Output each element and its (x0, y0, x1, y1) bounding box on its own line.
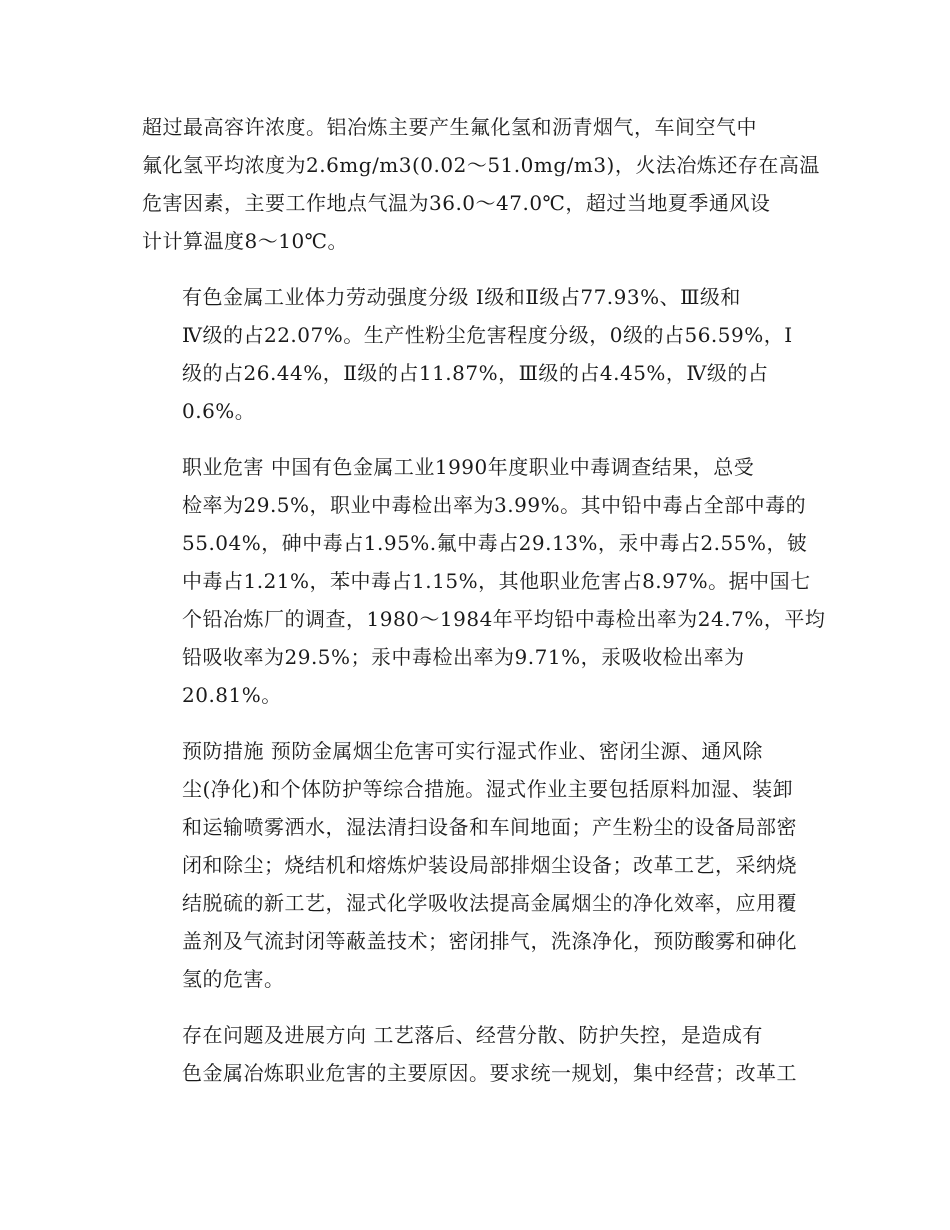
paragraph-line: 盖剂及气流封闭等蔽盖技术；密闭排气，洗涤净化，预防酸雾和砷化 (182, 929, 797, 953)
paragraph-line: 预防措施 预防金属烟尘危害可实行湿式作业、密闭尘源、通风除 (182, 739, 763, 763)
paragraph-occupational-hazards (142, 448, 826, 714)
paragraph-line: 个铅冶炼厂的调查，1980～1984年平均铅中毒检出率为24.7%，平均 (182, 607, 826, 631)
paragraph-line: 和运输喷雾洒水，湿法清扫设备和车间地面；产生粉尘的设备局部密 (182, 815, 797, 839)
paragraph-line: Ⅳ级的占22.07%。生产性粉尘危害程度分级，0级的占56.59%，Ⅰ (182, 323, 793, 347)
paragraph-line: 铅吸收率为29.5%；汞中毒检出率为9.71%，汞吸收检出率为 (182, 645, 745, 669)
paragraph-line: 氟化氢平均浓度为2.6mg/m3(0.02～51.0mg/m3)，火法冶炼还存在高温 (142, 153, 820, 177)
paragraph-line: 结脱硫的新工艺，湿式化学吸收法提高金属烟尘的净化效率，应用覆 (182, 891, 797, 915)
paragraph-line: 职业危害 中国有色金属工业1990年度职业中毒调查结果，总受 (182, 455, 755, 479)
paragraph-line: 有色金属工业体力劳动强度分级 Ⅰ级和Ⅱ级占77.93%、Ⅲ级和 (182, 285, 741, 309)
paragraph-line: 20.81%。 (182, 683, 282, 707)
paragraph-intro-continuation (142, 108, 820, 260)
paragraph-line: 色金属冶炼职业危害的主要原因。要求统一规划，集中经营；改革工 (182, 1061, 797, 1085)
paragraph-line: 级的占26.44%，Ⅱ级的占11.87%，Ⅲ级的占4.45%，Ⅳ级的占 (182, 361, 769, 385)
paragraph-line: 氢的危害。 (182, 967, 285, 991)
paragraph-prevention-measures (142, 732, 802, 998)
paragraph-line: 0.6%。 (182, 399, 256, 423)
paragraph-line: 55.04%，砷中毒占1.95%.氟中毒占29.13%，汞中毒占2.55%，铍 (182, 531, 808, 555)
paragraph-labor-intensity (142, 278, 802, 430)
paragraph-line: 计计算温度8～10℃。 (142, 229, 349, 253)
paragraph-line: 尘(净化)和个体防护等综合措施。湿式作业主要包括原料加湿、装卸 (182, 777, 794, 801)
paragraph-line: 危害因素，主要工作地点气温为36.0～47.0℃，超过当地夏季通风设 (142, 191, 771, 215)
paragraph-problems-direction (142, 1016, 802, 1092)
paragraph-line: 中毒占1.21%，苯中毒占1.15%，其他职业危害占8.97%。据中国七 (182, 569, 811, 593)
paragraph-line: 存在问题及进展方向 工艺落后、经营分散、防护失控，是造成有 (182, 1023, 763, 1047)
paragraph-line: 超过最高容许浓度。铝冶炼主要产生氟化氢和沥青烟气，车间空气中 (142, 115, 757, 139)
document-body (142, 108, 826, 1110)
paragraph-line: 检率为29.5%，职业中毒检出率为3.99%。其中铅中毒占全部中毒的 (182, 493, 807, 517)
paragraph-line: 闭和除尘；烧结机和熔炼炉装设局部排烟尘设备；改革工艺，采纳烧 (182, 853, 797, 877)
